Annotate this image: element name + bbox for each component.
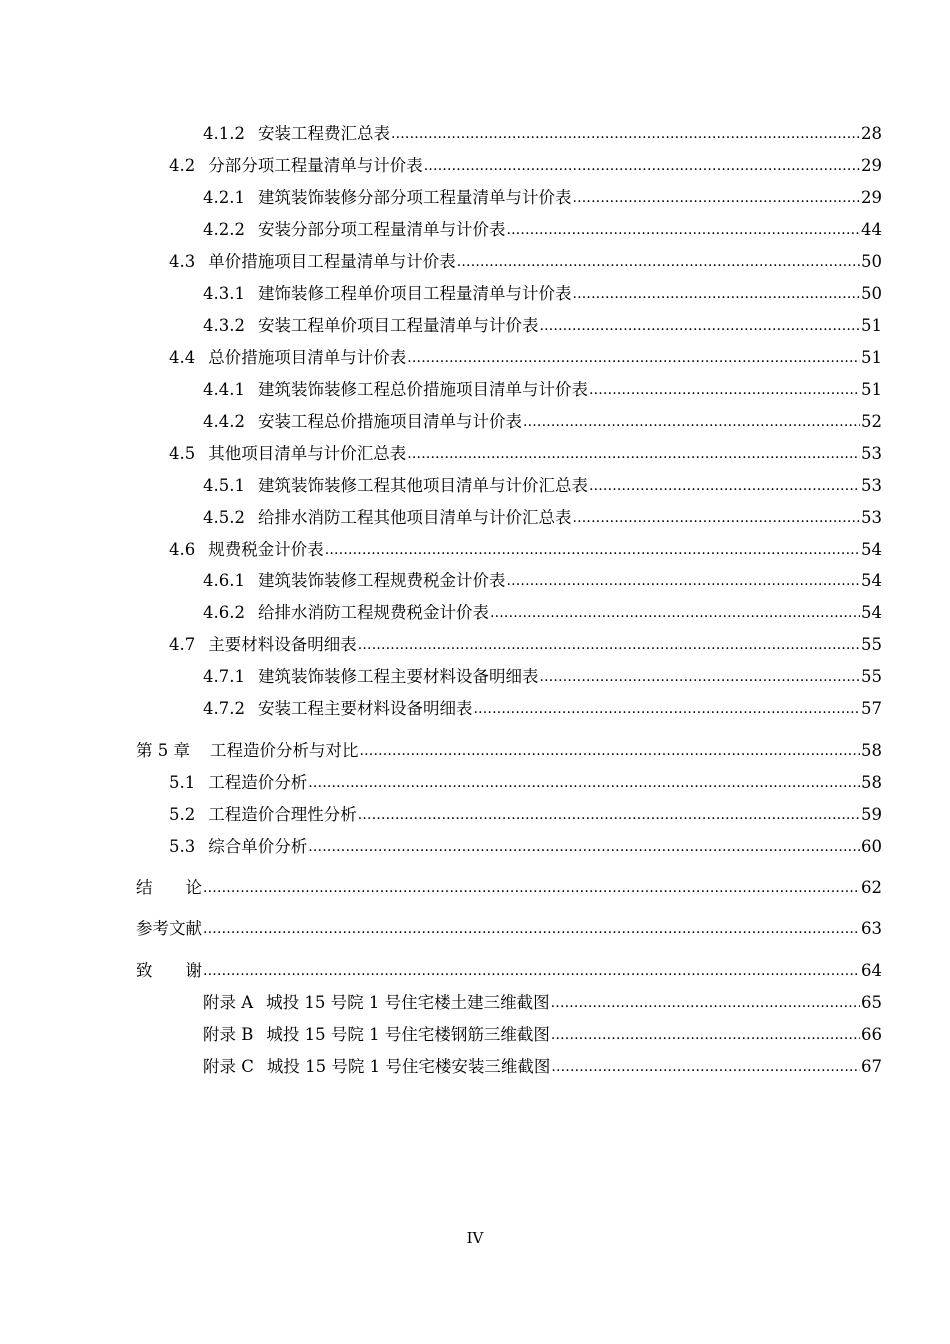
toc-entry-title: 安装工程主要材料设备明细表 — [257, 699, 473, 718]
toc-appendix-entry[interactable] — [203, 989, 882, 1013]
toc-entry-page: 64 — [861, 961, 882, 980]
toc-entry-page: 67 — [861, 1057, 882, 1076]
toc-entry[interactable] — [203, 376, 882, 400]
dot-leader — [203, 963, 860, 981]
toc-entry[interactable] — [169, 440, 882, 464]
toc-entry-page: 50 — [861, 284, 882, 303]
toc-entry-number: 5.1 — [169, 773, 196, 792]
toc-entry-number: 4.3.2 — [203, 316, 245, 335]
toc-entry[interactable] — [169, 769, 882, 793]
toc-entry-number: 附录 B — [203, 1025, 254, 1044]
dot-leader — [424, 158, 860, 176]
toc-entry[interactable] — [203, 408, 882, 432]
toc-entry-page: 54 — [861, 571, 882, 590]
toc-entry-page: 50 — [861, 252, 882, 271]
dot-leader — [308, 775, 860, 793]
dot-leader — [589, 478, 860, 496]
toc-entry-number: 4.4.1 — [203, 380, 245, 399]
toc-entry-title: 安装工程费汇总表 — [257, 124, 390, 143]
toc-entry-title: 城投 15 号院 1 号住宅楼安装三维截图 — [266, 1057, 551, 1076]
toc-entry-number: 4.1.2 — [203, 124, 245, 143]
toc-entry-title: 建筑装饰装修分部分项工程量清单与计价表 — [257, 188, 572, 207]
toc-entry-number: 4.3 — [169, 252, 196, 271]
dot-leader — [391, 126, 860, 144]
toc-entry-title: 给排水消防工程其他项目清单与计价汇总表 — [257, 508, 572, 527]
toc-entry-title: 安装工程总价措施项目清单与计价表 — [257, 412, 522, 431]
toc-entry[interactable] — [203, 472, 882, 496]
toc-entry[interactable] — [203, 184, 882, 208]
toc-entry-page: 63 — [861, 919, 882, 938]
toc-entry-number: 5.2 — [169, 805, 196, 824]
toc-entry-title: 建筑装饰装修工程规费税金计价表 — [257, 571, 506, 590]
toc-entry-title: 主要材料设备明细表 — [208, 635, 357, 654]
toc-acknowledgements-entry[interactable] — [136, 957, 882, 981]
toc-entry-page: 58 — [861, 773, 882, 792]
toc-chapter-entry[interactable] — [136, 737, 882, 761]
dot-leader — [539, 318, 860, 336]
toc-entry-title: 总价措施项目清单与计价表 — [208, 348, 407, 367]
toc-entry-page: 52 — [861, 412, 882, 431]
dot-leader — [539, 669, 860, 687]
toc-entry[interactable] — [169, 833, 882, 857]
dot-leader — [457, 254, 860, 272]
toc-entry-page: 29 — [861, 156, 882, 175]
toc-entry-page: 55 — [861, 667, 882, 686]
toc-entry-number: 4.2 — [169, 156, 196, 175]
toc-entry-number: 第 5 章 — [136, 741, 190, 760]
toc-entry-number: 4.4.2 — [203, 412, 245, 431]
toc-entry-title: 工程造价分析与对比 — [210, 741, 359, 760]
toc-entry-number: 5.3 — [169, 837, 196, 856]
toc-appendix-entry[interactable] — [203, 1053, 882, 1077]
toc-entry-number: 4.2.2 — [203, 220, 245, 239]
toc-entry-number: 4.6.2 — [203, 603, 245, 622]
toc-entry-title: 其他项目清单与计价汇总表 — [208, 444, 407, 463]
toc-entry[interactable] — [203, 504, 882, 528]
toc-entry-page: 55 — [861, 635, 882, 654]
toc-entry-title: 综合单价分析 — [208, 837, 308, 856]
dot-leader — [506, 573, 860, 591]
toc-entry-page: 53 — [861, 476, 882, 495]
toc-entry-title: 规费税金计价表 — [208, 540, 324, 559]
dot-leader — [589, 382, 860, 400]
toc-entry-number: 4.3.1 — [203, 284, 245, 303]
dot-leader — [572, 286, 860, 304]
toc-entry-page: 53 — [861, 508, 882, 527]
toc-entry-number: 4.7 — [169, 635, 196, 654]
toc-entry-page: 51 — [861, 348, 882, 367]
toc-entry-page: 62 — [861, 878, 882, 897]
dot-leader — [473, 701, 860, 719]
toc-entry-title: 参考文献 — [136, 919, 202, 938]
toc-entry[interactable] — [203, 280, 882, 304]
toc-entry-page: 51 — [861, 316, 882, 335]
toc-entry-title: 建筑装饰装修工程总价措施项目清单与计价表 — [257, 380, 588, 399]
toc-entry-page: 58 — [861, 741, 882, 760]
toc-entry-number: 附录 C — [203, 1057, 254, 1076]
toc-entry-number: 4.2.1 — [203, 188, 245, 207]
toc-entry-page: 44 — [861, 220, 882, 239]
page-number: IV — [466, 1229, 484, 1247]
toc-references-entry[interactable] — [136, 915, 882, 939]
dot-leader — [308, 839, 860, 857]
toc-entry[interactable] — [203, 663, 882, 687]
toc-entry[interactable] — [169, 344, 882, 368]
toc-entry[interactable] — [169, 801, 882, 825]
toc-entry-number: 4.4 — [169, 348, 196, 367]
toc-entry[interactable] — [169, 152, 882, 176]
toc-entry-number: 4.5.1 — [203, 476, 245, 495]
toc-entry[interactable] — [169, 631, 882, 655]
toc-entry[interactable] — [169, 536, 882, 560]
toc-entry-page: 54 — [861, 540, 882, 559]
dot-leader — [506, 222, 860, 240]
toc-entry[interactable] — [203, 216, 882, 240]
toc-entry-number: 4.7.2 — [203, 699, 245, 718]
toc-entry-page: 66 — [861, 1025, 882, 1044]
toc-entry-title: 建筑装饰装修工程其他项目清单与计价汇总表 — [257, 476, 588, 495]
toc-entry-title: 城投 15 号院 1 号住宅楼钢筋三维截图 — [266, 1025, 550, 1044]
toc-entry-page: 59 — [861, 805, 882, 824]
toc-entry-page: 54 — [861, 603, 882, 622]
toc-entry-number: 附录 A — [203, 993, 254, 1012]
toc-entry[interactable] — [203, 695, 882, 719]
dot-leader — [551, 1027, 860, 1045]
toc-conclusion-entry[interactable] — [136, 874, 882, 898]
toc-entry-page: 29 — [861, 188, 882, 207]
toc-entry-title: 工程造价合理性分析 — [208, 805, 357, 824]
dot-leader — [490, 605, 860, 623]
dot-leader — [358, 807, 860, 825]
dot-leader — [572, 190, 860, 208]
toc-entry-page: 51 — [861, 380, 882, 399]
dot-leader — [358, 637, 860, 655]
dot-leader — [551, 1059, 860, 1077]
toc-entry-page: 57 — [861, 699, 882, 718]
toc-entry-page: 60 — [861, 837, 882, 856]
dot-leader — [325, 542, 860, 560]
toc-entry-number: 4.6.1 — [203, 571, 245, 590]
toc-entry-number: 4.5 — [169, 444, 196, 463]
dot-leader — [551, 995, 860, 1013]
dot-leader — [572, 510, 860, 528]
toc-entry-number: 4.7.1 — [203, 667, 245, 686]
dot-leader — [407, 350, 860, 368]
dot-leader — [360, 743, 861, 761]
toc-entry-title: 安装分部分项工程量清单与计价表 — [257, 220, 506, 239]
toc-entry-title: 分部分项工程量清单与计价表 — [208, 156, 423, 175]
dot-leader — [203, 880, 860, 898]
toc-entry[interactable] — [169, 248, 882, 272]
toc-entry-page: 53 — [861, 444, 882, 463]
toc-appendix-entry[interactable] — [203, 1021, 882, 1045]
toc-entry-title: 给排水消防工程规费税金计价表 — [257, 603, 489, 622]
toc-entry[interactable] — [203, 312, 882, 336]
toc-entry-number: 4.6 — [169, 540, 196, 559]
toc-entry-title: 单价措施项目工程量清单与计价表 — [208, 252, 456, 271]
toc-entry-title: 城投 15 号院 1 号住宅楼土建三维截图 — [266, 993, 550, 1012]
toc-entry-title: 致 谢 — [136, 961, 202, 980]
toc-entry[interactable] — [203, 599, 882, 623]
dot-leader — [407, 446, 860, 464]
toc-entry-page: 65 — [861, 993, 882, 1012]
toc-entry[interactable] — [203, 567, 882, 591]
toc-entry-title: 建饰装修工程单价项目工程量清单与计价表 — [257, 284, 572, 303]
toc-entry-page: 28 — [861, 124, 882, 143]
toc-entry-title: 安装工程单价项目工程量清单与计价表 — [257, 316, 539, 335]
toc-entry-title: 结 论 — [136, 878, 202, 897]
dot-leader — [203, 921, 860, 939]
dot-leader — [523, 414, 860, 432]
toc-entry-number: 4.5.2 — [203, 508, 245, 527]
toc-entry[interactable] — [203, 120, 882, 144]
toc-entry-title: 建筑装饰装修工程主要材料设备明细表 — [257, 667, 539, 686]
toc-entry-title: 工程造价分析 — [208, 773, 308, 792]
